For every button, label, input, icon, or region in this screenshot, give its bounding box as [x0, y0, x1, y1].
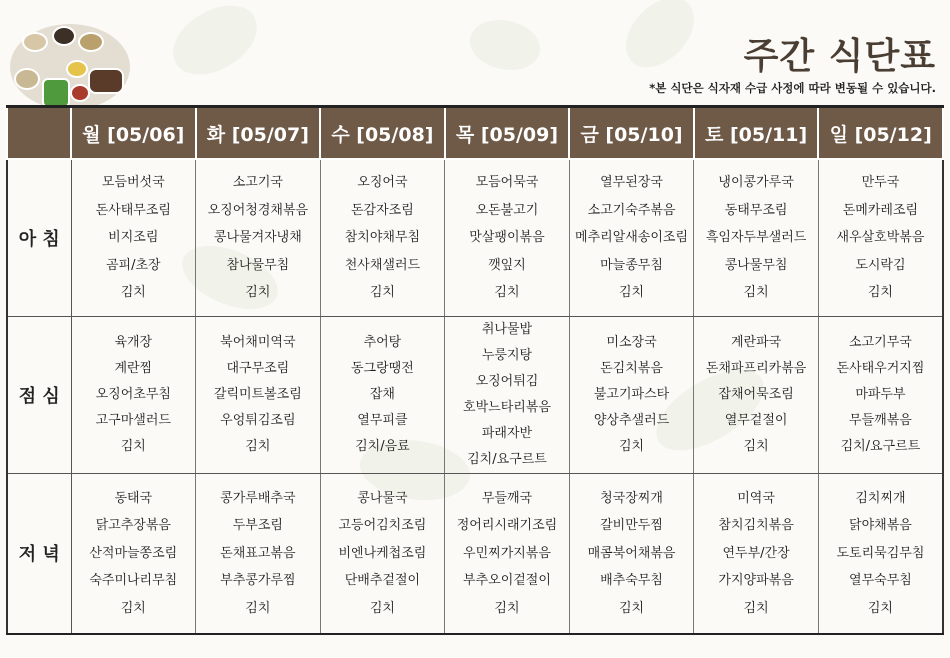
menu-item: 만두국 [861, 175, 900, 190]
menu-cell [694, 316, 819, 473]
menu-item: 마늘종무침 [600, 257, 663, 273]
menu-item: 가지양파볶음 [718, 573, 794, 588]
menu-item: 김치/요구르트 [840, 438, 921, 454]
menu-cell [445, 159, 570, 316]
menu-item: 모듬버섯국 [101, 175, 165, 190]
menu-item: 산적마늘쫑조림 [89, 545, 178, 561]
menu-item: 콩가루배추국 [220, 490, 296, 506]
menu-item: 김치 [867, 600, 893, 616]
corner-cell [7, 107, 71, 160]
menu-cell [445, 316, 570, 473]
menu-item: 소고기숙주볶음 [587, 202, 676, 218]
menu-cell [320, 316, 445, 473]
menu-cell [320, 473, 445, 634]
menu-item: 김치 [494, 285, 520, 300]
menu-cell [569, 316, 694, 473]
menu-item: 김치 [369, 285, 395, 300]
weekly-menu-table [6, 105, 944, 635]
menu-item: 불고기파스타 [593, 386, 670, 402]
menu-item: 김치 [618, 285, 645, 300]
menu-cell [818, 473, 943, 634]
menu-item: 천사채샐러드 [344, 257, 421, 273]
menu-cell [694, 473, 819, 634]
menu-cell [71, 316, 196, 473]
menu-item-list [694, 330, 818, 460]
menu-item: 김치 [120, 285, 146, 300]
menu-item: 콩나물국 [357, 490, 408, 506]
menu-item: 오징어청경채볶음 [207, 202, 309, 218]
menu-item: 콩나물무침 [724, 257, 788, 273]
menu-item: 잡채어묵조림 [718, 386, 794, 402]
menu-item: 김치 [743, 438, 769, 454]
menu-item: 마파두부 [855, 386, 906, 402]
menu-item: 닭야채볶음 [849, 518, 912, 533]
menu-item: 누룽지탕 [481, 347, 533, 363]
background-leaf [463, 8, 548, 83]
menu-item: 소고기국 [232, 175, 283, 190]
menu-cell [196, 159, 321, 316]
menu-item: 새우살호박볶음 [836, 230, 925, 245]
menu-item-list [445, 485, 569, 623]
menu-item: 곰피/초장 [105, 257, 161, 273]
menu-item: 비엔나케첩조림 [338, 545, 427, 561]
day-header: 금 [05/10] [569, 107, 694, 160]
menu-item: 김치 [245, 438, 271, 454]
menu-item: 청국장찌개 [600, 490, 663, 506]
menu-item: 열무된장국 [600, 175, 663, 190]
menu-item: 육개장 [114, 334, 153, 350]
background-leaf [611, 0, 708, 78]
menu-item: 잡채 [369, 386, 395, 402]
menu-item: 김치찌개 [855, 490, 906, 506]
menu-cell [445, 473, 570, 634]
menu-item-list [694, 485, 818, 623]
meal-row-dinner [7, 473, 943, 634]
day-header: 화 [05/07] [196, 107, 321, 160]
day-header: 수 [05/08] [320, 107, 445, 160]
menu-cell [71, 473, 196, 634]
day-header: 목 [05/09] [445, 107, 570, 160]
menu-item: 고등어김치조림 [338, 518, 427, 533]
menu-item: 부추오이겉절이 [463, 573, 551, 588]
menu-item: 김치 [245, 600, 271, 616]
menu-item: 동그랑땡전 [351, 360, 414, 376]
menu-cell [569, 159, 694, 316]
menu-item-list [694, 169, 818, 307]
menu-item: 동태무조림 [724, 202, 788, 218]
menu-item: 배추숙무침 [600, 573, 663, 588]
day-header-row [7, 107, 943, 160]
menu-item: 김치 [120, 600, 146, 616]
menu-item: 계란파국 [730, 334, 782, 350]
menu-item: 북어채미역국 [220, 334, 296, 350]
menu-item: 갈비만두찜 [600, 518, 663, 533]
menu-item-list [72, 169, 196, 307]
menu-item: 부추콩가루찜 [220, 573, 296, 588]
menu-item: 도토리묵김무침 [836, 545, 925, 561]
menu-item: 도시락김 [855, 257, 906, 273]
menu-cell [196, 316, 321, 473]
menu-item: 맛살팽이볶음 [469, 230, 545, 245]
menu-item: 돈사태우거지찜 [836, 360, 925, 376]
menu-item: 비지조림 [108, 230, 159, 245]
menu-item: 대구무조림 [226, 360, 290, 376]
menu-item: 우민찌가지볶음 [463, 545, 551, 561]
menu-item: 김치 [494, 600, 520, 616]
menu-item-list [196, 330, 320, 460]
menu-item: 김치 [120, 438, 146, 454]
menu-item: 참치김치볶음 [718, 518, 794, 533]
menu-item: 소고기무국 [849, 334, 912, 350]
menu-item-list [570, 485, 694, 623]
day-header: 월 [05/06] [71, 107, 196, 160]
menu-item: 열무피클 [357, 412, 408, 428]
menu-item: 매콤북어채볶음 [587, 545, 676, 561]
menu-item: 우엉튀김조림 [220, 412, 296, 428]
menu-item-list [321, 485, 445, 623]
menu-item: 호박느타리볶음 [463, 399, 551, 415]
menu-item: 깻잎지 [488, 257, 526, 273]
menu-item: 정어리시래기조림 [456, 518, 558, 533]
dish-illustration [0, 18, 150, 114]
menu-item: 추어탕 [363, 334, 402, 350]
menu-item-list [445, 169, 569, 307]
menu-item: 김치/음료 [355, 438, 410, 454]
menu-item: 고구마샐러드 [95, 412, 171, 428]
menu-cell [694, 159, 819, 316]
menu-cell [569, 473, 694, 634]
menu-item: 참나물무침 [226, 257, 290, 273]
menu-item-list [72, 330, 196, 460]
menu-item: 김치 [245, 285, 271, 300]
meal-row-lunch [7, 316, 943, 473]
menu-item: 김치 [618, 438, 645, 454]
menu-item: 흑임자두부샐러드 [705, 230, 807, 245]
menu-item: 두부조림 [232, 518, 283, 533]
background-leaf [162, 0, 267, 84]
menu-item: 양상추샐러드 [593, 412, 670, 428]
menu-cell [196, 473, 321, 634]
menu-item: 오돈불고기 [475, 202, 539, 218]
menu-item: 파래자반 [481, 425, 533, 441]
menu-item: 무들깨볶음 [849, 412, 912, 428]
menu-item: 김치 [743, 600, 769, 616]
menu-item: 콩나물겨자냉채 [213, 230, 302, 245]
menu-item: 모듬어묵국 [475, 175, 539, 190]
menu-item-list [819, 169, 942, 307]
menu-item: 김치/요구르트 [467, 451, 547, 467]
page-title: 주간 식단표 [743, 36, 936, 77]
menu-item: 돈채표고볶음 [220, 545, 296, 561]
menu-item: 숙주미나리무침 [89, 573, 178, 588]
menu-item: 오징어튀김 [475, 373, 539, 389]
menu-item: 참치야채무침 [344, 230, 421, 245]
menu-item-list [321, 169, 445, 307]
menu-cell [320, 159, 445, 316]
menu-item: 닭고추장볶음 [95, 518, 171, 533]
menu-item: 갈릭미트볼조림 [213, 386, 302, 402]
menu-item: 열무숙무침 [849, 573, 912, 588]
menu-item-list [819, 485, 942, 623]
menu-item: 돈사태무조림 [95, 202, 171, 218]
menu-item: 메추리알새송이조림 [575, 230, 689, 245]
menu-item-list [321, 330, 445, 460]
menu-item: 냉이콩가루국 [718, 175, 794, 190]
menu-item: 돈감자조림 [351, 202, 414, 218]
day-header: 일 [05/12] [818, 107, 943, 160]
meal-row-breakfast [7, 159, 943, 316]
menu-item-list [196, 169, 320, 307]
menu-item: 김치 [867, 285, 893, 300]
menu-cell [818, 159, 943, 316]
meal-label: 저 녁 [7, 473, 71, 634]
day-header: 토 [05/11] [694, 107, 819, 160]
menu-item-list [72, 485, 196, 623]
menu-item: 무들깨국 [481, 490, 533, 506]
meal-label: 아 침 [7, 159, 71, 316]
menu-item: 김치 [618, 600, 645, 616]
menu-item: 단배추겉절이 [344, 573, 421, 588]
menu-item: 열무겉절이 [724, 412, 788, 428]
menu-item: 계란찜 [114, 360, 153, 376]
menu-item: 오징어초무침 [95, 386, 171, 402]
menu-item: 김치 [369, 600, 395, 616]
menu-item: 돈메카레조림 [842, 202, 919, 218]
menu-cell [71, 159, 196, 316]
menu-item: 미소장국 [606, 334, 657, 350]
meal-label: 점 심 [7, 316, 71, 473]
menu-item-list [819, 330, 942, 460]
menu-item: 동태국 [114, 490, 153, 506]
disclaimer-note: *본 식단은 식자재 수급 사정에 따라 변동될 수 있습니다. [649, 81, 936, 95]
menu-item: 미역국 [737, 490, 775, 506]
menu-item: 김치 [743, 285, 769, 300]
menu-item: 취나물밥 [481, 321, 533, 337]
menu-item: 오징어국 [357, 175, 408, 190]
menu-item: 돈채파프리카볶음 [705, 360, 807, 376]
menu-item-list [196, 485, 320, 623]
menu-item: 돈김치볶음 [600, 360, 663, 376]
menu-item-list [570, 169, 694, 307]
menu-cell [818, 316, 943, 473]
menu-item-list [445, 317, 569, 473]
menu-item-list [570, 330, 694, 460]
menu-item: 연두부/간장 [722, 545, 790, 561]
